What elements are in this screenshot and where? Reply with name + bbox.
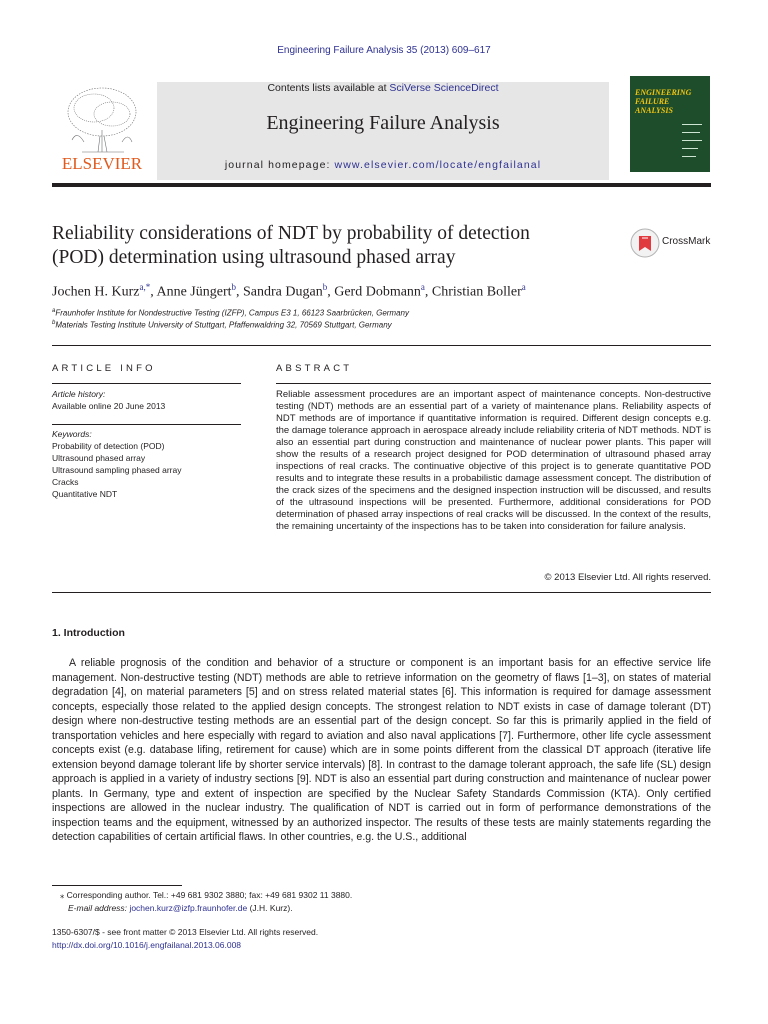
author-affiliation-link[interactable]: b xyxy=(322,282,328,292)
sciencedirect-link[interactable]: SciVerse ScienceDirect xyxy=(389,82,499,94)
author-affiliation-link[interactable]: a xyxy=(521,282,526,292)
cover-decoration xyxy=(682,132,700,133)
keyword: Quantitative NDT xyxy=(52,489,118,499)
footnote-divider xyxy=(52,885,182,886)
cover-decoration xyxy=(682,140,702,141)
author-affiliation-link[interactable]: b xyxy=(231,282,237,292)
cover-title-line: FAILURE xyxy=(635,97,670,106)
cover-decoration xyxy=(682,156,696,157)
author-separator: , xyxy=(424,284,432,300)
elsevier-wordmark: ELSEVIER xyxy=(61,154,143,173)
abstract-divider xyxy=(276,383,711,384)
section-divider xyxy=(52,345,711,346)
keyword: Cracks xyxy=(52,477,79,487)
email-footnote xyxy=(68,903,293,913)
email-link[interactable]: jochen.kurz@izfp.fraunhofer.de xyxy=(129,903,248,913)
homepage-prefix: journal homepage: xyxy=(224,159,335,171)
doi-link[interactable]: http://dx.doi.org/10.1016/j.engfailanal.2013.06.008 xyxy=(52,940,242,950)
author-list xyxy=(52,282,712,301)
crossmark-label[interactable]: CrossMark xyxy=(662,236,711,247)
author-affiliation-link[interactable]: a xyxy=(420,282,425,292)
header-rule xyxy=(52,183,711,187)
corresponding-author-footnote xyxy=(60,890,352,901)
author-separator: , xyxy=(327,284,335,300)
introduction-heading: 1. Introduction xyxy=(52,627,125,639)
article-info-divider xyxy=(52,383,241,384)
keyword: Ultrasound sampling phased array xyxy=(52,465,182,475)
affiliation-text: Materials Testing Institute University of Stuttgart, Pfaffenwaldring 32, 70569 Stuttgart, Germany xyxy=(55,320,392,330)
footnote-star: ⁎ xyxy=(60,890,65,900)
issn-line: 1350-6307/$ - see front matter © 2013 Elsevier Ltd. All rights reserved. xyxy=(52,927,319,937)
article-title-line: Reliability considerations of NDT by probability of detection xyxy=(52,223,530,244)
article-history-label: Article history: xyxy=(52,389,106,399)
abstract-heading: ABSTRACT xyxy=(276,363,353,374)
homepage-link[interactable]: www.elsevier.com/locate/engfailanal xyxy=(334,159,542,171)
author-affiliation-link[interactable]: a,* xyxy=(139,282,151,292)
keywords-label: Keywords: xyxy=(52,429,92,439)
author-name: Gerd Dobmann xyxy=(334,284,421,300)
journal-reference[interactable]: Engineering Failure Analysis 35 (2013) 609–617 xyxy=(277,45,491,56)
affiliation-marker: b xyxy=(52,320,56,326)
article-title-line: (POD) determination using ultrasound phased array xyxy=(52,247,456,268)
introduction-body: A reliable prognosis of the condition and behavior of a structure or component is an important basis for an effective service life management. Non-destructive testing (NDT) methods are able to retrieve information on the geometry of flaws [1–3], on states of material degradation [4], on material parameters [5] and on stress related material states [6]. This information is required for damage assessment concepts, especially those related to the applied design concepts. The strongest relation to NDT exists in case of damage tolerant (DT) design where non-destructive testing methods are an essential part of the design concept. So far this is primarily applied in the field of transportation vehicles and here especially with regard to aviation and also naval applications [7]. Furthermore, other life cycle assessment concepts exist (e.g. database lifing, retirement for cause) which are in some points different from the classical DT approach (iterative life extension beyond damage tolerant life by shorter service intervals) [8]. In contrast to the damage tolerant approach, the safe life (SL) design approach is applied in a variety of industry sections [9]. NDT is also an essential part during construction and maintenance of nuclear power plants. In Germany, type and extent of inspection are specified by the Nuclear Safety Standards Commission (KTA). Only certified inspections are allowed in the nuclear industry. The qualification of NDT is carried out in form of performance demonstrations of the inspection teams and the equipment, witnessed by an authorized inspector. The results of these tests are mainly statements regarding the detection capabilities of certain artificial flaws. In other countries, e.g. the U.S., additional xyxy=(52,657,711,843)
author-name: Christian Boller xyxy=(431,284,522,300)
crossmark-icon[interactable] xyxy=(630,228,660,258)
author-separator: , xyxy=(150,284,157,300)
email-label: E-mail address: xyxy=(68,903,128,913)
affiliation-marker: a xyxy=(52,308,56,314)
homepage-line xyxy=(157,159,609,171)
contents-line xyxy=(157,82,609,94)
keyword: Ultrasound phased array xyxy=(52,453,146,463)
article-history-value: Available online 20 June 2013 xyxy=(52,401,166,411)
journal-title: Engineering Failure Analysis xyxy=(266,112,500,134)
author-separator: , xyxy=(236,284,244,300)
author-name: Anne Jüngert xyxy=(156,284,232,300)
keyword: Probability of detection (POD) xyxy=(52,441,165,451)
footnote-text: Corresponding author. Tel.: +49 681 9302 3880; fax: +49 681 9302 11 3880. xyxy=(66,890,353,900)
abstract-copyright: © 2013 Elsevier Ltd. All rights reserved. xyxy=(544,572,711,583)
author-name: Jochen H. Kurz xyxy=(52,284,140,300)
article-title xyxy=(52,222,612,270)
keywords-divider xyxy=(52,424,241,425)
affiliation-text: Fraunhofer Institute for Nondestructive Testing (IZFP), Campus E3 1, 66123 Saarbrücken, Germany xyxy=(55,308,409,318)
section-divider xyxy=(52,592,711,593)
contents-prefix: Contents lists available at xyxy=(267,82,390,94)
abstract-text: Reliable assessment procedures are an important aspect of maintenance concepts. Non-destructive testing (NDT) methods are an essential part of a variety of maintenance plans. Reliability aspects of NDT methods are of importance if quantitative information is required. Different design concepts e.g. the damage tolerance approach in aerospace already include reliability criteria of NDT methods. NDT is also an essential part during construction and maintenance of nuclear power plants. This paper will show the results of a research project designed for POD determination of ultrasound phased array inspections of real cracks. The continuative objective of this project is to generate quantitative POD results and to integrate these results in a probabilistic damage assessment concept. The distribution of the crack sizes of the specimens and the designed inspection instruction will be discussed, and results of the ultrasound inspections will be presented. Furthermore, additional considerations for POD determination of phased array inspections of real cracks will be discussed. In the context of the results, the remaining uncertainty of the inspections has to be taken into consideration for failure analysis. xyxy=(276,389,711,532)
affiliation-a xyxy=(52,308,409,318)
email-suffix: (J.H. Kurz). xyxy=(249,903,293,913)
keywords-list xyxy=(52,440,181,500)
affiliation-b xyxy=(52,320,392,330)
cover-title-line: ANALYSIS xyxy=(635,106,673,115)
journal-cover-thumbnail[interactable] xyxy=(630,76,710,172)
article-info-heading: ARTICLE INFO xyxy=(52,363,156,374)
author-name: Sandra Dugan xyxy=(243,284,323,300)
cover-decoration xyxy=(682,124,702,125)
cover-decoration xyxy=(682,148,698,149)
cover-title-line: ENGINEERING xyxy=(635,88,692,97)
